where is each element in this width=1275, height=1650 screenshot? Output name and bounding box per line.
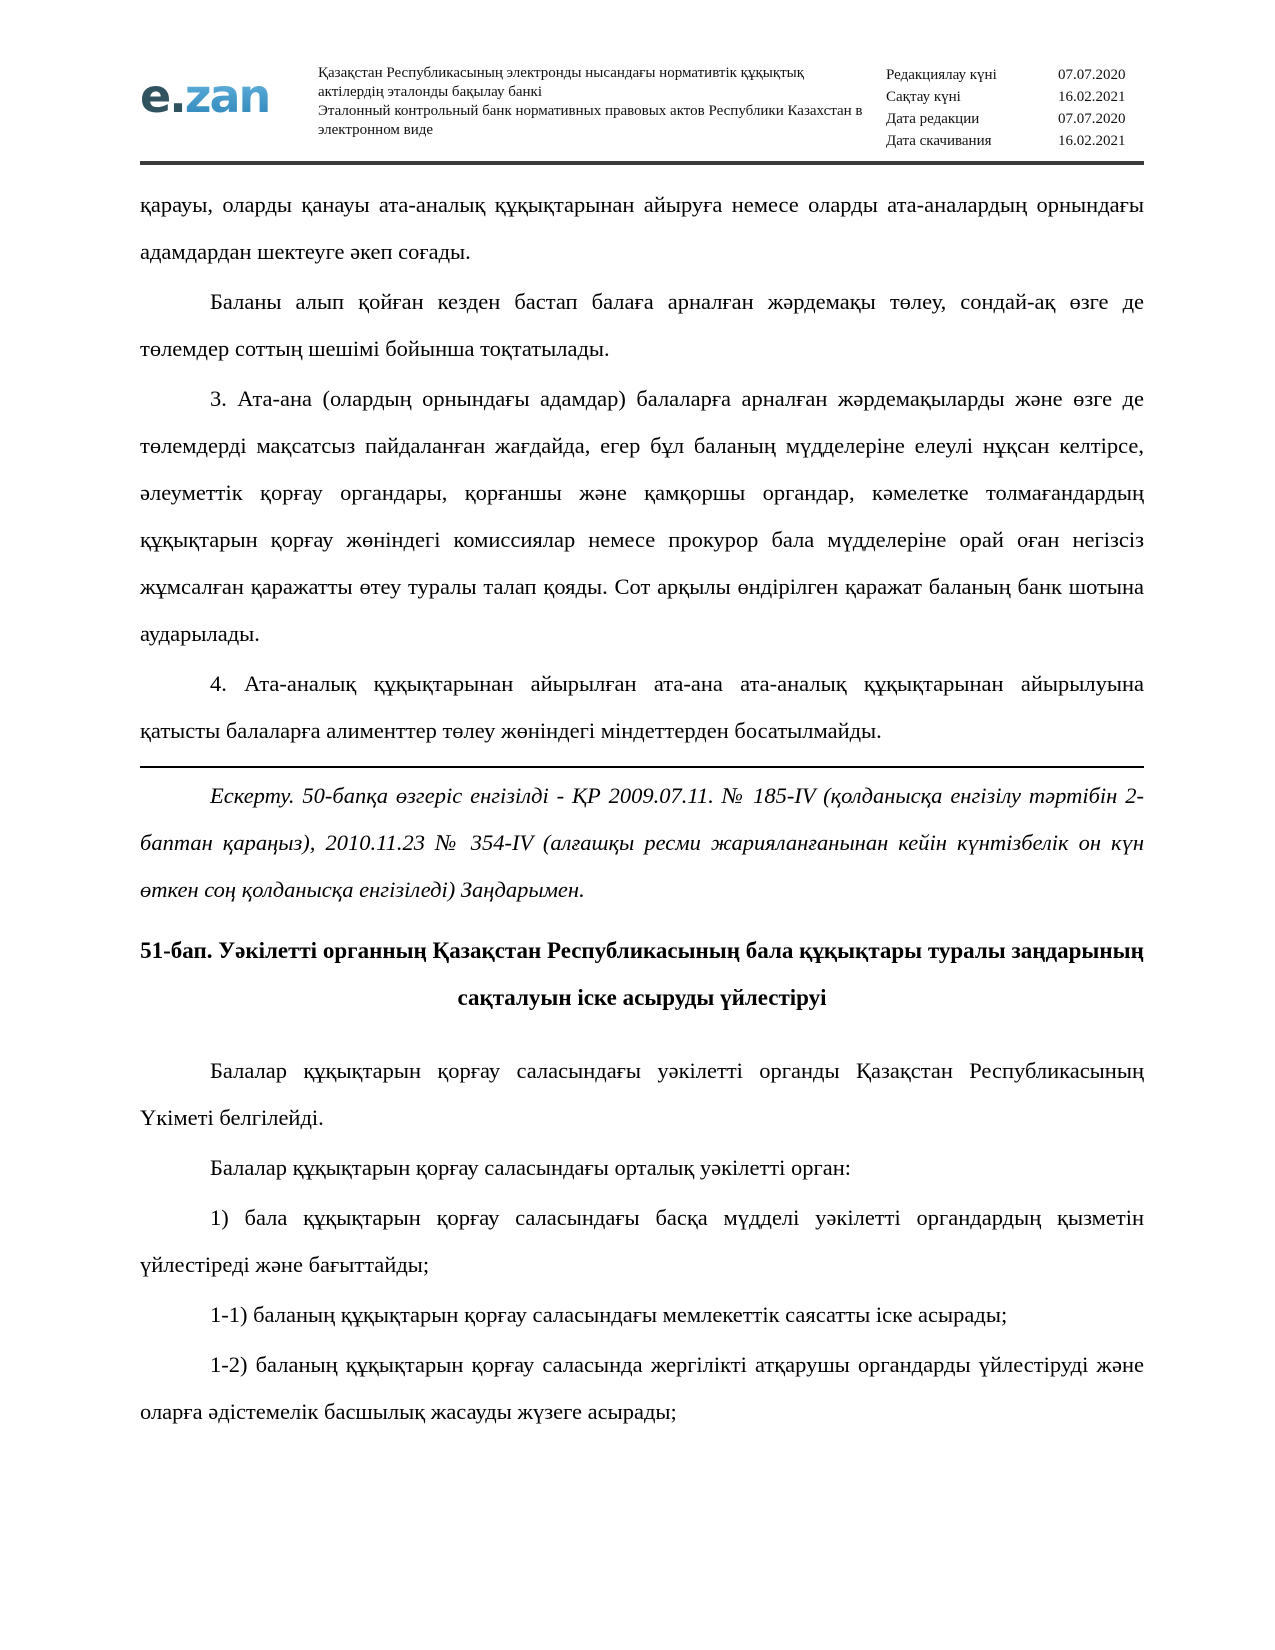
meta-value: 07.07.2020 [1058, 67, 1126, 83]
document-text [140, 181, 1144, 1435]
document-page [140, 58, 1144, 1438]
paragraph-government-designates: Балалар құқықтарын қорғау саласындағы уәкілетті органды Қазақстан Республикасының Үкіметі белгілейді. [140, 1058, 1144, 1130]
clause-3-paragraph: 3. Ата-ана (олардың орнындағы адамдар) балаларға арналған жәрдемақыларды және өзге де төлемдерді мақсатсыз пайдаланған жағдайда, егер бұл баланың мүдделеріне елеулі нұқсан келтірсе, әлеуметтік қорғау органдары, қорғаншы және қамқоршы органдар, кәмелетке толмағандардың құқықтарын қорғау жөніндегі комиссиялар немесе прокурор бала мүдделеріне орай оған негізсіз жұмсалған қаражатты өтеу туралы талап қояды. Сот арқылы өндірілген қаражат баланың банк шотына аударылады. [140, 386, 1144, 646]
meta-row-edit-date-kk [886, 64, 1144, 86]
meta-row-save-date-kk [886, 86, 1144, 108]
document-dates [886, 58, 1144, 152]
clause-1-2-paragraph: 1-2) баланың құқықтарын қорғау саласында жергілікті атқарушы органдарды үйлестіруді және оларға әдістемелік басшылық жасауды жүзеге асырады; [140, 1352, 1144, 1424]
clause-1-paragraph: 1) бала құқықтарын қорғау саласындағы басқа мүдделі уәкілетті органдардың қызметін үйлестіреді және бағыттайды; [140, 1205, 1144, 1277]
meta-value: 16.02.2021 [1058, 133, 1126, 149]
header [140, 58, 1144, 152]
section-divider [140, 766, 1144, 768]
paragraph-allowance-termination: Баланы алып қойған кезден бастап балаға арналған жәрдемақы төлеу, сондай-ақ өзге де төлемдер соттың шешімі бойынша тоқтатылады. [140, 289, 1144, 361]
clause-1-1-paragraph: 1-1) баланың құқықтарын қорғау саласындағы мемлекеттік саясатты іске асырады; [210, 1302, 1008, 1327]
meta-label: Сақтау күні [886, 89, 961, 105]
amendment-note: Ескерту. 50-бапқа өзгеріс енгізілді - ҚР 2009.07.11. № 185-IV (қолданысқа енгізілу тәртібін 2-баптан қараңыз), 2010.11.23 № 354-IV (алғашқы ресми жарияланғанынан кейін күнтізбелік он күн өткен соң қолданысқа енгізіледі) Заңдарымен. [140, 783, 1144, 902]
meta-label: Дата скачивания [886, 133, 992, 149]
meta-value: 07.07.2020 [1058, 111, 1126, 127]
meta-label: Дата редакции [886, 111, 980, 127]
meta-row-download-date-ru [886, 130, 1144, 152]
header-divider [140, 161, 1144, 165]
ezan-logo [140, 58, 318, 126]
logo-text-dark: e. [140, 69, 185, 123]
bank-titles [318, 58, 863, 140]
meta-row-edit-date-ru [886, 108, 1144, 130]
continuation-paragraph: қарауы, оларды қанауы ата-аналық құқықтарынан айыруға немесе оларды ата-аналардың орнындағы адамдардан шектеуге әкеп соғады. [140, 192, 1144, 264]
article-51-heading: 51-бап. Уәкілетті органның Қазақстан Республикасының бала құқықтары туралы заңдарының сақталуын іске асыруды үйлестіруі [140, 938, 1144, 1010]
meta-label: Редакциялау күні [886, 67, 997, 83]
logo-text-blue: zan [184, 69, 270, 123]
bank-title-russian: Эталонный контрольный банк нормативных правовых актов Республики Казахстан в электронном виде [318, 103, 863, 138]
clause-4-paragraph: 4. Ата-аналық құқықтарынан айырылған ата-ана ата-аналық құқықтарынан айырылуына қатысты балаларға алименттер төлеу жөніндегі міндеттерден босатылмайды. [140, 671, 1144, 743]
meta-value: 16.02.2021 [1058, 89, 1126, 105]
bank-title-kazakh: Қазақстан Республикасының электронды нысандағы нормативтік құқықтық актілердің эталонды бақылау банкі [318, 65, 805, 100]
paragraph-central-authority: Балалар құқықтарын қорғау саласындағы орталық уәкілетті орган: [210, 1155, 852, 1180]
